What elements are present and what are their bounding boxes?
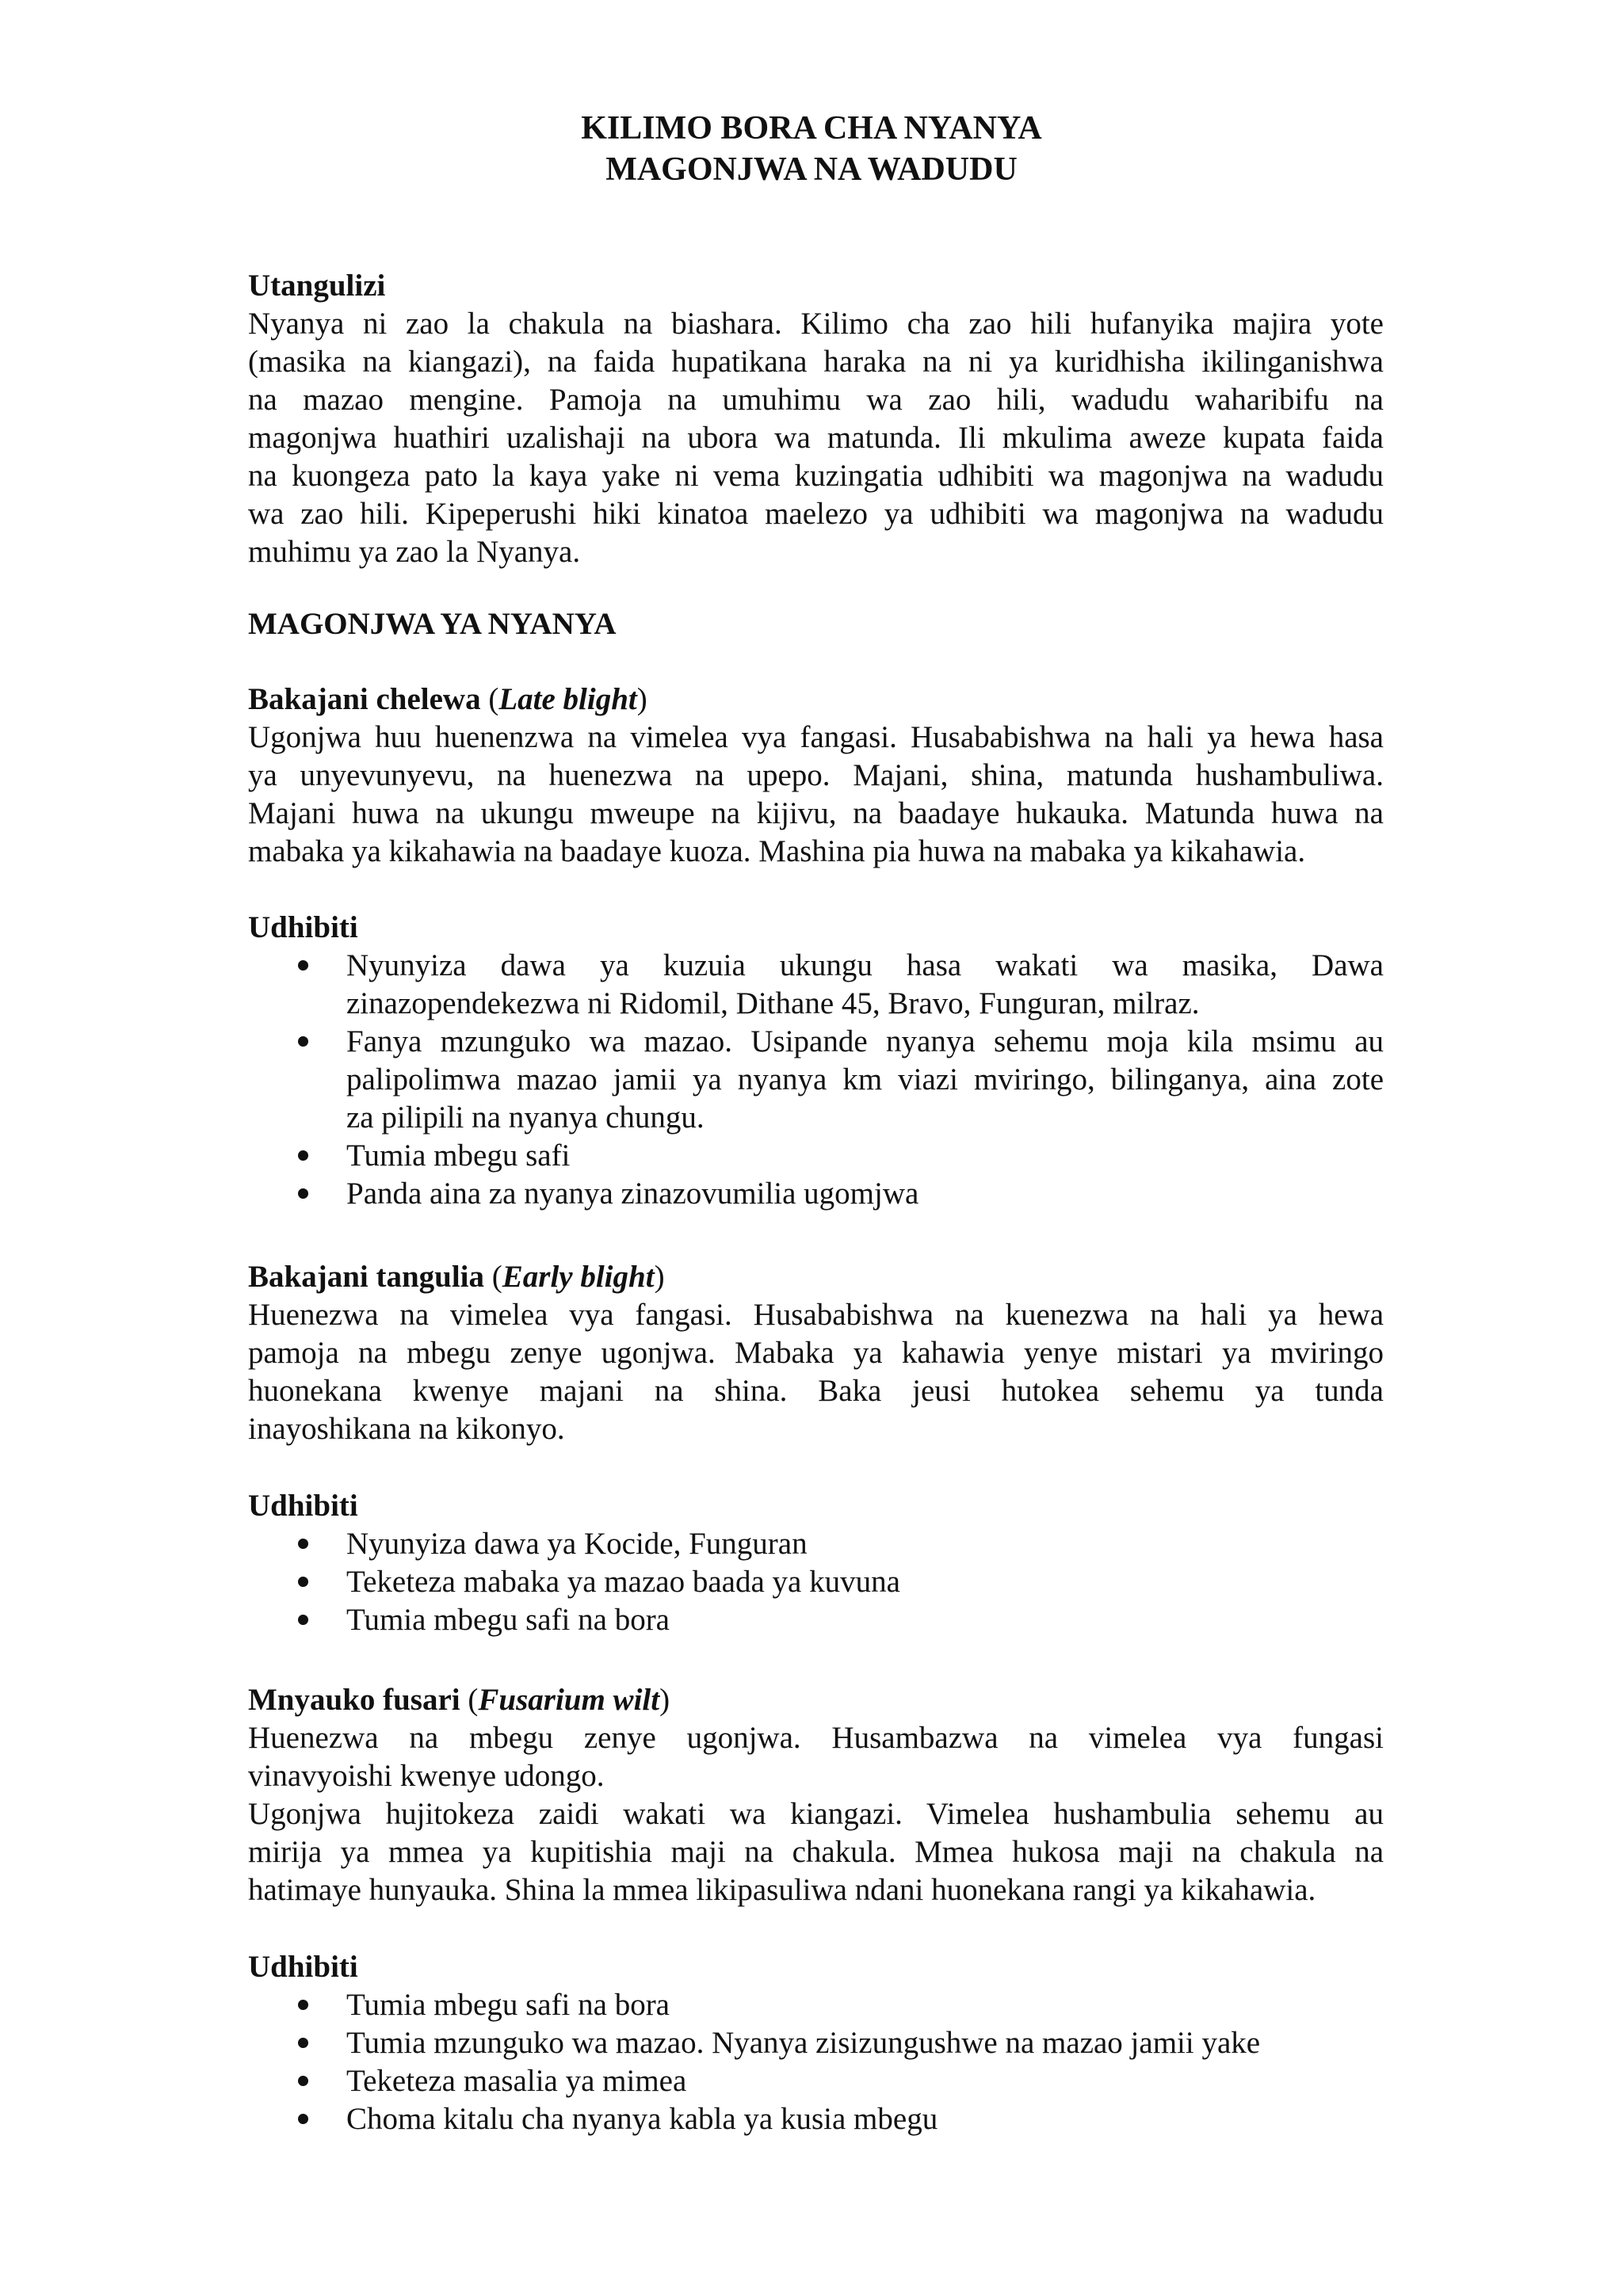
control-item-line: Nyunyiza dawa ya kuzuia ukungu hasa wakati wa masika, Dawa <box>346 948 1384 982</box>
description-line: Huenezwa na mbegu zenye ugonjwa. Husambazwa na vimelea vya fungasi <box>248 1721 1384 1755</box>
control-item-line: Choma kitalu cha nyanya kabla ya kusia mbegu <box>346 2102 938 2136</box>
description-line: Majani huwa na ukungu mweupe na kijivu, na baadaye hukauka. Matunda huwa na <box>248 796 1384 830</box>
description-line: mirija ya mmea ya kupitishia maji na chakula. Mmea hukosa maji na chakula na <box>248 1835 1384 1869</box>
intro-heading: Utangulizi <box>248 269 386 303</box>
disease-description <box>248 1296 1384 1448</box>
control-heading: Udhibiti <box>248 910 358 944</box>
intro-line: na kuongeza pato la kaya yake ni vema kuzingatia udhibiti wa magonjwa na wadudu <box>248 459 1384 493</box>
intro-line: wa zao hili. Kipeperushi hiki kinatoa maelezo ya udhibiti wa magonjwa na wadudu <box>248 497 1384 531</box>
control-item-line: Panda aina za nyanya zinazovumilia ugomjwa <box>346 1177 919 1211</box>
disease-title: Bakajani chelewa (Late blight) <box>248 682 647 716</box>
disease-late-blight <box>248 681 1384 871</box>
control-item <box>248 1137 1384 1175</box>
intro-line: Nyanya ni zao la chakula na biashara. Kilimo cha zao hili hufanyika majira yote <box>248 307 1384 341</box>
control-item-line: Teketeza mabaka ya mazao baada ya kuvuna <box>346 1565 900 1599</box>
control-early-blight <box>248 1487 1384 1639</box>
description-line: vinavyoishi kwenye udongo. <box>248 1759 605 1793</box>
document-title-line-1: KILIMO BORA CHA NYANYA <box>581 110 1042 147</box>
control-list <box>248 1986 1384 2138</box>
control-item-line: za pilipili na nyanya chungu. <box>346 1100 705 1135</box>
bullet-icon <box>298 1188 308 1199</box>
intro-section <box>248 267 1384 571</box>
control-item-line: Tumia mbegu safi na bora <box>346 1603 670 1637</box>
bullet-icon <box>298 2076 308 2086</box>
document-title-line-2: MAGONJWA NA WADUDU <box>605 151 1018 188</box>
disease-name: Mnyauko fusari <box>248 1683 460 1717</box>
bullet-icon <box>298 1615 308 1625</box>
intro-line: na mazao mengine. Pamoja na umuhimu wa zao hili, wadudu waharibifu na <box>248 383 1384 417</box>
bullet-icon <box>298 960 308 971</box>
disease-english-name: Late blight <box>498 682 637 716</box>
control-item <box>248 2062 1384 2100</box>
control-item-line: Fanya mzunguko wa mazao. Usipande nyanya sehemu moja kila msimu au <box>346 1024 1384 1058</box>
control-item-line: Tumia mzunguko wa mazao. Nyanya zisizungushwe na mazao jamii yake <box>346 2026 1261 2060</box>
bullet-icon <box>298 2038 308 2048</box>
intro-line: muhimu ya zao la Nyanya. <box>248 535 581 569</box>
control-late-blight <box>248 909 1384 1213</box>
control-item <box>248 2024 1384 2062</box>
control-item <box>248 1175 1384 1213</box>
control-item <box>248 1986 1384 2024</box>
control-item <box>248 1525 1384 1563</box>
bullet-icon <box>298 1577 308 1587</box>
description-line: pamoja na mbegu zenye ugonjwa. Mabaka ya kahawia yenye mistari ya mviringo <box>248 1336 1384 1370</box>
description-line: inayoshikana na kikonyo. <box>248 1412 565 1446</box>
bullet-icon <box>298 2000 308 2010</box>
diseases-section <box>248 605 1384 643</box>
control-heading: Udhibiti <box>248 1489 358 1523</box>
control-heading: Udhibiti <box>248 1950 358 1984</box>
bullet-icon <box>298 1150 308 1161</box>
disease-english-name: Early blight <box>502 1260 655 1294</box>
control-item-line: zinazopendekezwa ni Ridomil, Dithane 45, Bravo, Funguran, milraz. <box>346 986 1200 1020</box>
description-line: ya unyevunyevu, na huenezwa na upepo. Majani, shina, matunda hushambuliwa. <box>248 758 1384 792</box>
control-fusarium-wilt <box>248 1948 1384 2138</box>
description-line: mabaka ya kikahawia na baadaye kuoza. Mashina pia huwa na mabaka ya kikahawia. <box>248 834 1306 868</box>
disease-title: Mnyauko fusari (Fusarium wilt) <box>248 1683 670 1717</box>
disease-name: Bakajani chelewa <box>248 682 481 716</box>
section-heading: MAGONJWA YA NYANYA <box>248 607 617 641</box>
control-item-line: palipolimwa mazao jamii ya nyanya km viazi mviringo, bilinganya, aina zote <box>346 1062 1384 1097</box>
disease-title: Bakajani tangulia (Early blight) <box>248 1260 665 1294</box>
bullet-icon <box>298 1036 308 1047</box>
control-list <box>248 1525 1384 1639</box>
disease-fusarium-wilt <box>248 1681 1384 1909</box>
disease-english-name: Fusarium wilt <box>478 1683 660 1717</box>
description-line: Ugonjwa huu huenenzwa na vimelea vya fangasi. Husababishwa na hali ya hewa hasa <box>248 720 1384 754</box>
description-line: hatimaye hunyauka. Shina la mmea likipasuliwa ndani huonekana rangi ya kikahawia. <box>248 1873 1316 1907</box>
control-list <box>248 947 1384 1213</box>
control-item <box>248 1601 1384 1639</box>
bullet-icon <box>298 2114 308 2124</box>
disease-early-blight <box>248 1258 1384 1448</box>
control-item-line: Tumia mbegu safi <box>346 1138 571 1173</box>
control-item <box>248 1023 1384 1137</box>
intro-line: (masika na kiangazi), na faida hupatikana haraka na ni ya kuridhisha ikilinganishwa <box>248 345 1384 379</box>
description-line: Huenezwa na vimelea vya fangasi. Husababishwa na kuenezwa na hali ya hewa <box>248 1298 1384 1332</box>
disease-description <box>248 719 1384 871</box>
disease-name: Bakajani tangulia <box>248 1260 485 1294</box>
bullet-icon <box>298 1539 308 1549</box>
control-item-line: Nyunyiza dawa ya Kocide, Funguran <box>346 1527 808 1561</box>
description-line: huonekana kwenye majani na shina. Baka jeusi hutokea sehemu ya tunda <box>248 1374 1384 1408</box>
control-item-line: Teketeza masalia ya mimea <box>346 2064 687 2098</box>
intro-line: magonjwa huathiri uzalishaji na ubora wa matunda. Ili mkulima aweze kupata faida <box>248 421 1384 455</box>
control-item <box>248 1563 1384 1601</box>
control-item <box>248 947 1384 1023</box>
intro-paragraph <box>248 305 1384 571</box>
description-line: Ugonjwa hujitokeza zaidi wakati wa kiangazi. Vimelea hushambulia sehemu au <box>248 1797 1384 1831</box>
control-item-line: Tumia mbegu safi na bora <box>346 1988 670 2022</box>
control-item <box>248 2100 1384 2138</box>
disease-description <box>248 1719 1384 1909</box>
